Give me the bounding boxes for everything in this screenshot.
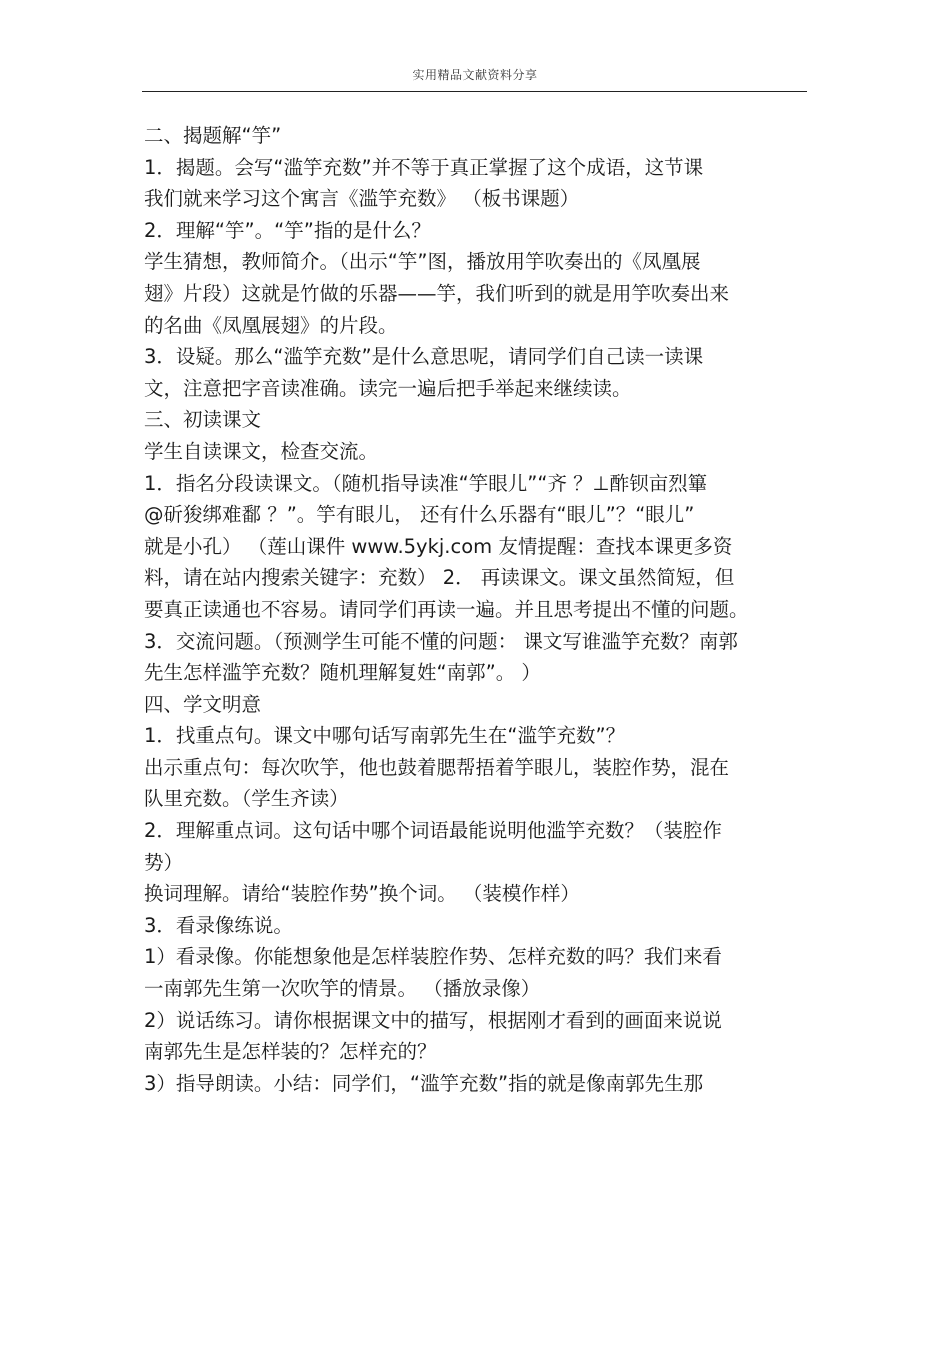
header-divider bbox=[142, 91, 807, 92]
text-line: 1．指名分段读课文。（随机指导读准“竽眼儿”“齐 ？⊥酢钡亩烈篳 bbox=[144, 471, 708, 495]
text-line: 翅》片段）这就是竹做的乐器——竽，我们听到的就是用竽吹奏出来 bbox=[144, 281, 730, 305]
text-line: 1）看录像。你能想象他是怎样装腔作势、怎样充数的吗？我们来看 bbox=[144, 945, 722, 969]
text-line: 队里充数。（学生齐读） bbox=[144, 787, 349, 811]
text-line: 学生猜想，教师简介。（出示“竽”图，播放用竽吹奏出的《凤凰展 bbox=[144, 250, 701, 274]
text-line: 2．理解重点词。这句话中哪个词语最能说明他滥竽充数？（装腔作 bbox=[144, 819, 722, 843]
text-line: 3）指导朗读。小结：同学们，“滥竽充数”指的就是像南郭先生那 bbox=[144, 1071, 704, 1095]
page-header: 实用精品文献资料分享 bbox=[412, 68, 538, 82]
text-line: 势） bbox=[144, 850, 184, 874]
text-line: 换词理解。请给“装腔作势”换个词。 （装模作样） bbox=[144, 882, 580, 906]
text-line: 出示重点句：每次吹竽，他也鼓着腮帮捂着竽眼儿，装腔作势，混在 bbox=[144, 755, 730, 779]
text-line: 3．看录像练说。 bbox=[144, 913, 293, 937]
document-body bbox=[144, 120, 809, 1099]
text-line: 一南郭先生第一次吹竽的情景。 （播放录像） bbox=[144, 977, 541, 1001]
text-line: 3．交流问题。（预测学生可能不懂的问题： 课文写谁滥竽充数？南郭 bbox=[144, 629, 738, 653]
text-line: 二、揭题解“竽” bbox=[144, 124, 282, 147]
text-line: 先生怎样滥竽充数？随机理解复姓“南郭”。 ） bbox=[144, 661, 541, 685]
text-line: 2）说话练习。请你根据课文中的描写，根据刚才看到的画面来说说 bbox=[144, 1008, 722, 1032]
text-line: 南郭先生是怎样装的？怎样充的？ bbox=[144, 1040, 437, 1064]
text-line: 文，注意把字音读准确。读完一遍后把手举起来继续读。 bbox=[144, 376, 632, 400]
text-line: 2．理解“竽”。“竽”指的是什么？ bbox=[144, 218, 431, 242]
text-line: @斫狻绑难鄱 ？”。竽有眼儿， 还有什么乐器有“眼儿”？“眼儿” bbox=[144, 503, 695, 527]
text-line: 三、初读课文 bbox=[144, 408, 262, 432]
text-line: 要真正读通也不容易。请同学们再读一遍。并且思考提出不懂的问题。 bbox=[144, 597, 749, 621]
text-line: 1．揭题。会写“滥竽充数”并不等于真正掌握了这个成语，这节课 bbox=[144, 155, 704, 179]
text-line: 料，请在站内搜索关键字：充数） 2． 再读课文。课文虽然简短，但 bbox=[144, 566, 735, 590]
text-line: 我们就来学习这个寓言《滥竽充数》 （板书课题） bbox=[144, 187, 580, 211]
text-line: 四、学文明意 bbox=[144, 692, 262, 716]
text-line: 1．找重点句。课文中哪句话写南郭先生在“滥竽充数”？ bbox=[144, 724, 626, 748]
text-line: 就是小孔） （莲山课件 www.5ykj.com 友情提醒：查找本课更多资 bbox=[144, 534, 733, 558]
text-line: 3．设疑。那么“滥竽充数”是什么意思呢，请同学们自己读一读课 bbox=[144, 345, 704, 369]
text-line: 学生自读课文，检查交流。 bbox=[144, 439, 379, 463]
text-line: 的名曲《凤凰展翅》的片段。 bbox=[144, 313, 398, 337]
